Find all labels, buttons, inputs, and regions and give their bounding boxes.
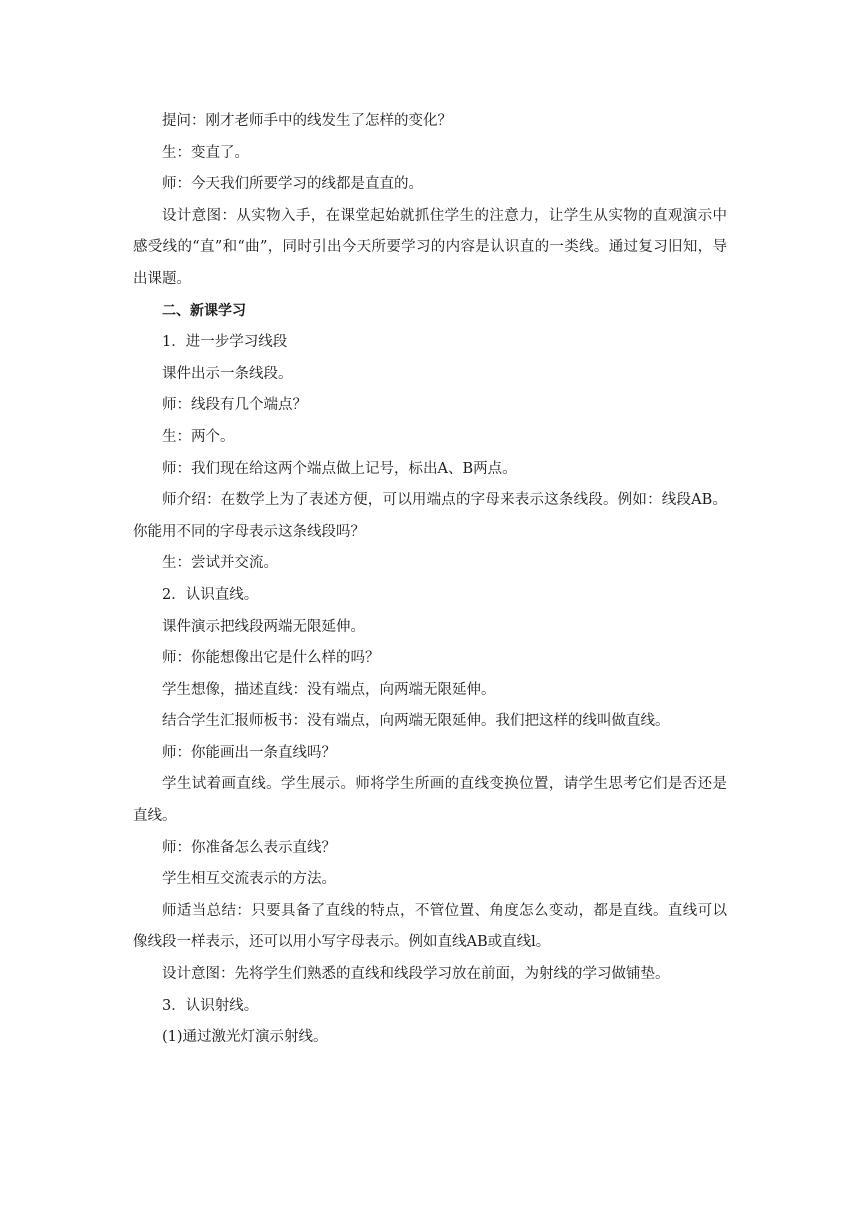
paragraph: 师：线段有几个端点？ (162, 397, 307, 414)
paragraph: 结合学生汇报师板书：没有端点，向两端无限延伸。我们把这样的线叫做直线。 (162, 713, 670, 730)
paragraph: 学生相互交流表示的方法。 (162, 871, 336, 888)
document-body (133, 106, 727, 1054)
paragraph: (1)通过激光灯演示射线。 (162, 1029, 328, 1046)
paragraph: 2．认识直线。 (162, 586, 259, 603)
paragraph: 师：今天我们所要学习的线都是直直的。 (162, 176, 423, 193)
paragraph: 课件演示把线段两端无限延伸。 (162, 618, 365, 635)
paragraph: 生：尝试并交流。 (162, 555, 278, 572)
paragraph: 师：我们现在给这两个端点做上记号，标出A、B两点。 (162, 460, 517, 477)
paragraph: 师介绍：在数学上为了表述方便，可以用端点的字母来表示这条线段。例如：线段AB。你能用不同的字母表示这条线段吗？ (133, 492, 727, 540)
paragraph: 师：你能想像出它是什么样的吗？ (162, 650, 380, 667)
paragraph: 课件出示一条线段。 (162, 365, 293, 382)
paragraph: 师：你能画出一条直线吗？ (162, 744, 336, 761)
paragraph: 学生试着画直线。学生展示。师将学生所画的直线变换位置，请学生思考它们是否还是直线。 (133, 776, 727, 825)
paragraph: 师适当总结：只要具备了直线的特点，不管位置、角度怎么变动，都是直线。直线可以像线段一样表示，还可以用小写字母表示。例如直线AB或直线l。 (133, 902, 727, 951)
paragraph: 生：两个。 (162, 428, 235, 445)
paragraph: 设计意图：先将学生们熟悉的直线和线段学习放在前面，为射线的学习做铺垫。 (162, 966, 670, 983)
paragraph: 学生想像，描述直线：没有端点，向两端无限延伸。 (162, 681, 496, 698)
paragraph: 师：你准备怎么表示直线？ (162, 839, 336, 856)
paragraph: 提问：刚才老师手中的线发生了怎样的变化？ (162, 113, 452, 129)
paragraph: 1．进一步学习线段 (162, 334, 288, 351)
paragraph: 3．认识射线。 (162, 997, 259, 1014)
paragraph: 生：变直了。 (162, 144, 249, 161)
section-heading: 二、新课学习 (162, 302, 246, 319)
paragraph: 设计意图：从实物入手，在课堂起始就抓住学生的注意力，让学生从实物的直观演示中感受线的“直”和“曲”，同时引出今天所要学习的内容是认识直的一类线。通过复习旧知，导出课题。 (133, 207, 727, 287)
